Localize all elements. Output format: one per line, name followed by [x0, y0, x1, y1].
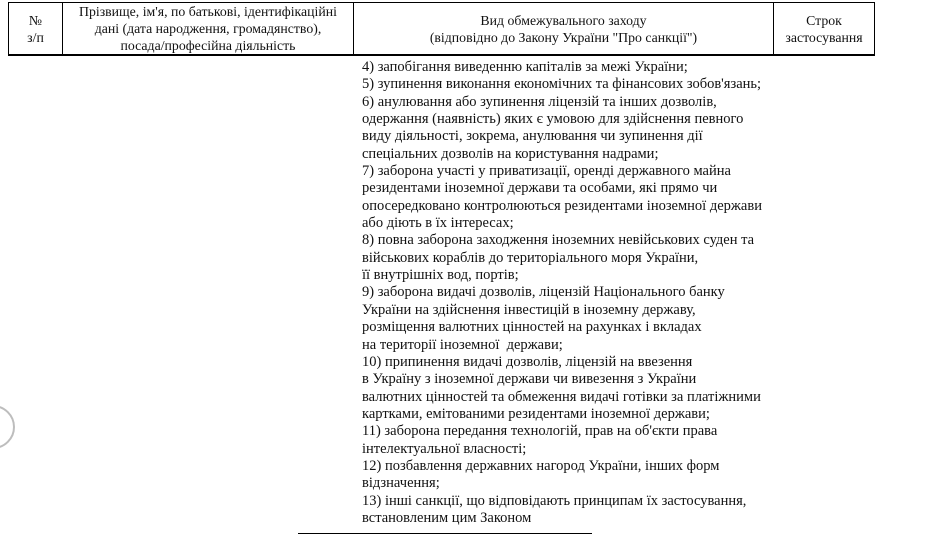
measure-line: виду діяльності, зокрема, анулювання чи зупинення дії	[362, 128, 703, 145]
measure-line: опосередковано контролюються резидентами іноземної держави	[362, 197, 762, 214]
measure-line: або діють в їх інтересах;	[362, 215, 514, 232]
footnote-divider	[298, 533, 592, 534]
measure-line: 7) заборона участі у приватизації, оренді державного майна	[362, 163, 731, 180]
measure-line: 5) зупинення виконання економічних та фінансових зобов'язань;	[362, 76, 762, 93]
measure-line: військових кораблів до територіального моря України,	[362, 249, 699, 266]
text-line: з/п	[27, 29, 44, 45]
text-line: Прізвище, ім'я, по батькові, ідентифікаційні	[79, 4, 337, 19]
measure-line: 12) позбавлення державних нагород України, інших форм	[362, 457, 720, 474]
text-line: №	[28, 12, 43, 28]
header-cell-measure	[354, 3, 774, 54]
measure-item	[362, 493, 762, 528]
measure-line: 8) повна заборона заходження іноземних невійськових суден та	[362, 232, 755, 249]
measure-line: в Україну з іноземної держави чи вивезення з України	[362, 371, 697, 388]
measure-list	[362, 59, 762, 527]
measure-line: картками, емітованими резидентами іноземної держави;	[362, 405, 710, 422]
measure-item	[362, 354, 762, 423]
measure-line: валютних цінностей та обмеження видачі готівки за платіжними	[362, 388, 761, 405]
text-line: Вид обмежувального заходу	[480, 12, 647, 28]
measure-line: розміщення валютних цінностей на рахунках і вкладах	[362, 319, 702, 336]
sanctions-table-header	[8, 2, 875, 56]
measure-item	[362, 76, 762, 93]
header-cell-number	[9, 3, 63, 54]
text-line: застосування	[785, 29, 863, 45]
measure-line: 4) запобігання виведенню капіталів за межі України;	[362, 59, 688, 75]
measure-line: 13) інші санкції, що відповідають принципам їх застосування,	[362, 492, 747, 509]
measure-item	[362, 458, 762, 493]
measure-line: резидентами іноземної держави та особами, які прямо чи	[362, 180, 718, 197]
text-line: посада/професійна діяльність	[120, 38, 296, 53]
text-line: Строк	[806, 12, 842, 28]
measure-line: 9) заборона видачі дозволів, ліцензій Національного банку	[362, 284, 725, 301]
measure-item	[362, 423, 762, 458]
text-line: (відповідно до Закону України "Про санкції")	[429, 29, 698, 45]
header-cell-term	[774, 3, 874, 54]
measure-item	[362, 59, 762, 76]
measure-line: спеціальних дозволів на користування надрами;	[362, 145, 659, 162]
measure-item	[362, 94, 762, 163]
measure-line: 6) анулювання або зупинення ліцензій та інших дозволів,	[362, 93, 717, 110]
measure-line: її внутрішніх вод, портів;	[362, 267, 519, 284]
measure-line: 10) припинення видачі дозволів, ліцензій на ввезення	[362, 353, 693, 370]
measure-item	[362, 232, 762, 284]
measure-item	[362, 163, 762, 232]
measure-line: інтелектуальної власності;	[362, 440, 527, 457]
measure-line: України на здійснення інвестицій в іноземну державу,	[362, 301, 696, 318]
measure-line: 11) заборона передання технологій, прав на об'єкти права	[362, 423, 718, 440]
measure-line: встановленим цим Законом	[362, 509, 532, 526]
text-line: дані (дата народження, громадянство),	[94, 21, 322, 36]
side-scroll-button[interactable]	[0, 405, 15, 449]
measure-item	[362, 284, 762, 353]
measure-line: на території іноземної держави;	[362, 336, 563, 353]
header-cell-person	[63, 3, 354, 54]
measure-line: одержання (наявність) яких є умовою для здійснення певного	[362, 111, 744, 128]
measure-line: відзначення;	[362, 475, 440, 492]
